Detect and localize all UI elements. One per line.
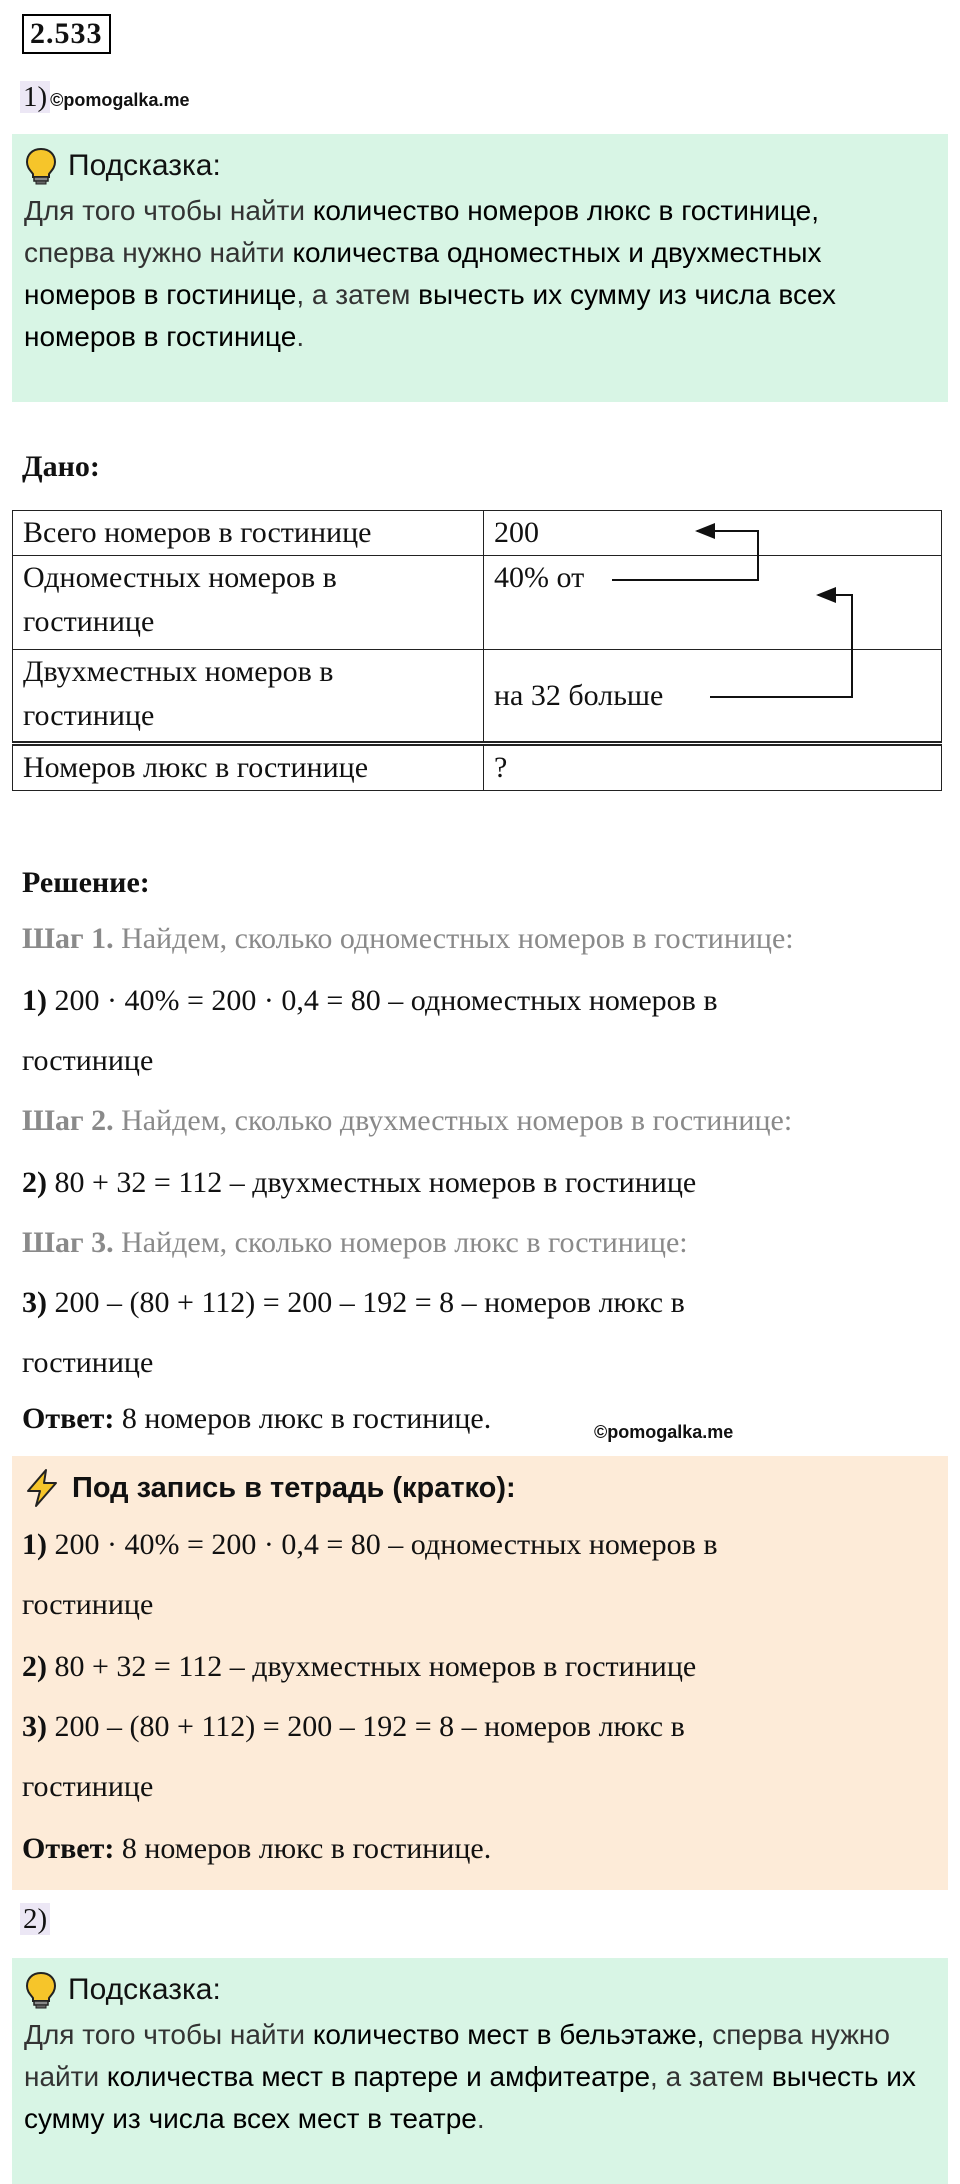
- answer: [22, 1402, 491, 1436]
- record-header: [22, 1468, 516, 1508]
- equation-number: 3): [22, 1286, 47, 1319]
- problem-number: 2.533: [22, 14, 111, 54]
- given-value: ?: [484, 744, 942, 791]
- step-text: Найдем, сколько двухместных номеров в гостинице:: [113, 1104, 793, 1137]
- hint-text-part: .: [476, 2103, 485, 2134]
- hint-text-part: сперва нужно найти: [24, 237, 293, 268]
- given-label-line: гостинице: [23, 605, 155, 638]
- equation-3: [22, 1286, 685, 1320]
- step-label: Шаг 2.: [22, 1104, 114, 1137]
- relation-arrows: [0, 0, 960, 800]
- arrow-40-to-200: [612, 531, 758, 580]
- step-label: Шаг 3.: [22, 1226, 114, 1259]
- given-value: 200: [484, 511, 942, 556]
- hint-emphasis: вычесть их сумму из числа всех мест в театре: [24, 2061, 916, 2134]
- given-label-line: Двухместных номеров в: [23, 655, 334, 688]
- step-1: [22, 922, 794, 956]
- answer-label: Ответ:: [22, 1402, 115, 1435]
- hint-text-part: сперва нужно найти: [24, 2019, 890, 2092]
- record-equation-1: [22, 1528, 718, 1562]
- part-1-label: 1): [20, 81, 50, 113]
- hint-text-part: Для того чтобы найти: [24, 195, 313, 226]
- equation-text: 200 · 40% = 200 · 0,4 = 80 – одноместных номеров в: [47, 1528, 718, 1561]
- equation-number: 1): [22, 984, 47, 1017]
- answer-label: Ответ:: [22, 1832, 115, 1865]
- given-label-line: Одноместных номеров в: [23, 561, 337, 594]
- hint-text-part: , а затем: [296, 279, 419, 310]
- part-2-label: 2): [20, 1903, 50, 1935]
- equation-number: 2): [22, 1166, 47, 1199]
- step-text: Найдем, сколько номеров люкс в гостинице:: [113, 1226, 688, 1259]
- record-equation-3-cont: гостинице: [22, 1770, 154, 1803]
- equation-number: 3): [22, 1710, 47, 1743]
- given-title: Дано:: [22, 450, 100, 483]
- hint-emphasis: количество номеров люкс в гостинице,: [312, 195, 820, 226]
- given-label-line: гостинице: [23, 699, 155, 732]
- equation-1: [22, 984, 718, 1018]
- watermark: ©pomogalka.me: [50, 90, 190, 110]
- record-title: Под запись в тетрадь (кратко):: [72, 1471, 516, 1504]
- step-text: Найдем, сколько одноместных номеров в гостинице:: [113, 922, 794, 955]
- hint-text-part: .: [296, 321, 305, 352]
- hint-emphasis: количества одноместных и двухместных номеров в гостинице: [24, 237, 822, 310]
- hint-emphasis: количества мест в партере и амфитеатре: [106, 2061, 651, 2092]
- arrow-32-to-40: [710, 595, 852, 697]
- equation-3-cont: гостинице: [22, 1346, 154, 1379]
- hint-emphasis: вычесть их сумму из числа всех номеров в гостинице: [24, 279, 836, 352]
- equation-2: [22, 1166, 696, 1200]
- hint-box-2: [12, 1958, 948, 2184]
- equation-text: 200 – (80 + 112) = 200 – 192 = 8 – номеров люкс в: [47, 1710, 685, 1743]
- step-3: [22, 1226, 688, 1260]
- step-2: [22, 1104, 792, 1138]
- record-equation-1-cont: гостинице: [22, 1588, 154, 1621]
- equation-number: 2): [22, 1650, 47, 1683]
- answer-text: 8 номеров люкс в гостинице.: [114, 1402, 492, 1435]
- equation-number: 1): [22, 1528, 47, 1561]
- record-equation-3: [22, 1710, 685, 1744]
- hint-emphasis: количество мест в бельэтаже,: [312, 2019, 705, 2050]
- given-label: Всего номеров в гостинице: [13, 511, 484, 556]
- hint-header: [12, 1958, 948, 2010]
- equation-text: 80 + 32 = 112 – двухместных номеров в гостинице: [47, 1650, 697, 1683]
- notebook-record-box: [12, 1456, 948, 1890]
- given-value: 40% от: [484, 556, 942, 650]
- lightbulb-icon: [24, 1971, 58, 2009]
- hint-text-part: Для того чтобы найти: [24, 2019, 313, 2050]
- record-answer: [22, 1832, 491, 1866]
- equation-text: 200 – (80 + 112) = 200 – 192 = 8 – номеров люкс в: [47, 1286, 685, 1319]
- watermark: ©pomogalka.me: [594, 1422, 734, 1442]
- hint-text-part: , а затем: [650, 2061, 772, 2092]
- given-value: на 32 больше: [484, 650, 942, 744]
- step-label: Шаг 1.: [22, 922, 114, 955]
- hint-title: Подсказка:: [68, 149, 221, 182]
- hint-title: Подсказка:: [68, 1973, 221, 2006]
- given-label: Номеров люкс в гостинице: [13, 744, 484, 791]
- equation-1-cont: гостинице: [22, 1044, 154, 1077]
- equation-text: 80 + 32 = 112 – двухместных номеров в гостинице: [47, 1166, 697, 1199]
- answer-text: 8 номеров люкс в гостинице.: [114, 1832, 492, 1865]
- hint-text: [12, 2010, 948, 2140]
- equation-text: 200 · 40% = 200 · 0,4 = 80 – одноместных номеров в: [47, 984, 718, 1017]
- solution-title: Решение:: [22, 866, 150, 899]
- record-equation-2: [22, 1650, 696, 1684]
- part-2-heading: [20, 1902, 50, 1936]
- lightning-icon: [22, 1468, 62, 1508]
